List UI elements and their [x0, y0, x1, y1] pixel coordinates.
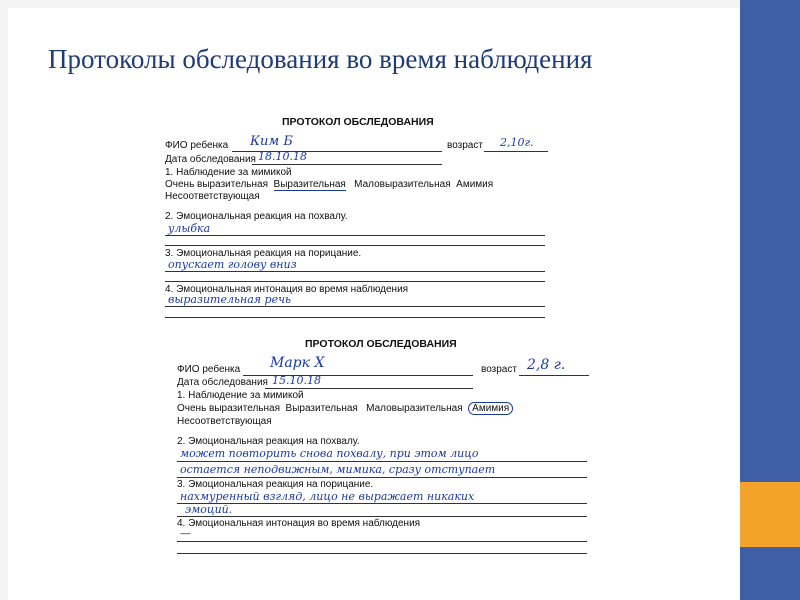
date-label: Дата обследования — [165, 154, 256, 165]
age-value: 2,10г. — [500, 136, 534, 149]
slide-frame-top — [0, 0, 740, 8]
answer-line — [165, 317, 545, 318]
q3-answer-line-1: нахмуренный взгляд, лицо не выражает никаких — [180, 490, 475, 503]
name-label: ФИО ребенка — [165, 140, 229, 151]
date-value: 18.10.18 — [258, 150, 307, 163]
answer-line — [165, 271, 545, 272]
q3-answer: опускает голову вниз — [168, 258, 297, 271]
mimic-other-option: Несоответствующая — [165, 191, 260, 202]
mimic-options-row — [165, 179, 493, 190]
date-line — [265, 388, 473, 389]
mimic-option: Очень выразительная — [165, 179, 268, 190]
answer-line — [165, 245, 545, 246]
mimic-options-row — [177, 403, 513, 414]
name-label: ФИО ребенка — [177, 364, 241, 375]
mimic-option: Выразительная — [285, 403, 358, 414]
slide-title: Протоколы обследования во время наблюдения — [48, 44, 593, 74]
answer-line — [165, 306, 545, 307]
side-accent-block — [740, 482, 800, 547]
answer-line — [177, 516, 587, 517]
q3-label: 3. Эмоциональная реакция на порицание. — [165, 248, 362, 259]
age-line — [519, 375, 589, 376]
q2-label: 2. Эмоциональная реакция на похвалу. — [177, 436, 360, 447]
q1-label: 1. Наблюдение за мимикой — [177, 390, 304, 401]
q2-answer-line-2: остается неподвижным, мимика, сразу отступает — [180, 463, 496, 476]
name-value: Марк Х — [270, 355, 325, 371]
q1-label: 1. Наблюдение за мимикой — [165, 167, 292, 178]
q2-answer: улыбка — [168, 222, 211, 235]
mimic-option: Очень выразительная — [177, 403, 280, 414]
protocol-title: ПРОТОКОЛ ОБСЛЕДОВАНИЯ — [282, 116, 434, 128]
answer-line — [165, 235, 545, 236]
answer-line — [177, 477, 587, 478]
mimic-option: Амимия — [456, 179, 494, 190]
q4-answer: — — [180, 527, 191, 540]
mimic-option-selected: Амимия — [468, 402, 513, 415]
age-label: возраст — [447, 140, 483, 151]
date-label: Дата обследования — [177, 377, 268, 388]
name-value: Ким Б — [250, 134, 293, 149]
date-value: 15.10.18 — [272, 374, 321, 387]
mimic-other-option: Несоответствующая — [177, 416, 272, 427]
answer-line — [177, 503, 587, 504]
q3-label: 3. Эмоциональная реакция на порицание. — [177, 479, 374, 490]
answer-line — [177, 553, 587, 554]
q4-label: 4. Эмоциональная интонация во время наблюдения — [177, 518, 421, 529]
age-line — [484, 151, 548, 152]
mimic-option-selected: Выразительная — [273, 179, 346, 190]
date-line — [252, 164, 442, 165]
answer-line — [165, 281, 545, 282]
q2-answer-line-1: может повторить снова похвалу, при этом лицо — [180, 447, 479, 460]
answer-line — [177, 541, 587, 542]
q2-label: 2. Эмоциональная реакция на похвалу. — [165, 211, 348, 222]
q3-answer-line-2: эмоций. — [185, 503, 233, 516]
mimic-option: Маловыразительная — [366, 403, 463, 414]
protocol-title: ПРОТОКОЛ ОБСЛЕДОВАНИЯ — [305, 338, 457, 350]
mimic-option: Маловыразительная — [354, 179, 451, 190]
age-label: возраст — [481, 364, 517, 375]
slide-frame-left — [0, 0, 8, 600]
q4-answer: выразительная речь — [168, 293, 291, 306]
age-value: 2,8 г. — [527, 357, 566, 373]
q4-label: 4. Эмоциональная интонация во время наблюдения — [165, 284, 409, 295]
answer-line — [177, 461, 587, 462]
